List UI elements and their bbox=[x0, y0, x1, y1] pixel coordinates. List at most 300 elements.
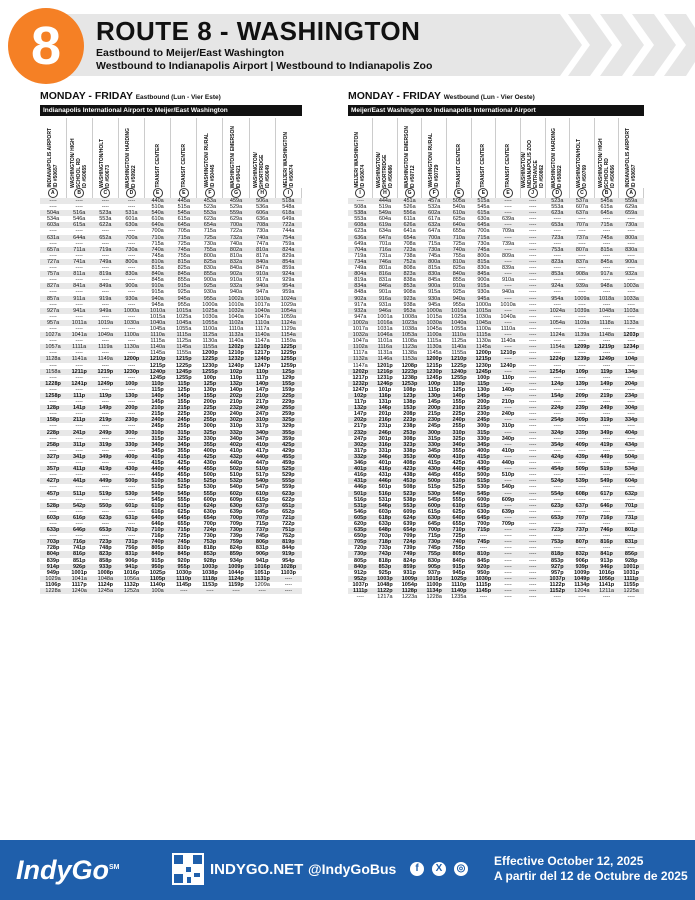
time-cell: ---- bbox=[520, 222, 545, 228]
time-cell: 739a bbox=[501, 240, 515, 247]
time-cell: 501p bbox=[348, 491, 373, 497]
stop-letter-marker: E bbox=[478, 188, 488, 198]
time-cell: ---- bbox=[529, 362, 537, 369]
time-cell: 652p bbox=[282, 508, 295, 515]
time-cell: 215p bbox=[427, 411, 441, 418]
time-cell: 1111p bbox=[619, 576, 644, 582]
time-cell: 410p bbox=[501, 447, 515, 454]
time-cell: 931p bbox=[403, 569, 416, 576]
time-cell: 819p bbox=[275, 539, 301, 545]
time-cell: ---- bbox=[101, 411, 110, 418]
time-cell: 139p bbox=[570, 381, 595, 387]
time-cell: ---- bbox=[520, 283, 545, 289]
time-cell: 211p bbox=[66, 417, 92, 423]
time-cell: 510p bbox=[229, 472, 243, 479]
time-cell: 709p bbox=[403, 533, 416, 540]
time-cell: 945a bbox=[471, 296, 496, 302]
time-cell: 630p bbox=[422, 515, 447, 521]
time-cell: 310p bbox=[249, 417, 275, 423]
time-cell: 550p bbox=[92, 503, 118, 509]
time-cell: 530p bbox=[477, 484, 490, 491]
time-cell: 1009p bbox=[397, 576, 422, 582]
time-cell: 910a bbox=[145, 283, 171, 289]
time-cell: 240p bbox=[501, 411, 515, 418]
time-cell: 745p bbox=[171, 539, 197, 545]
time-cell: 223p bbox=[397, 417, 422, 423]
time-cell: ---- bbox=[529, 350, 537, 357]
time-cell: 215p bbox=[171, 405, 197, 411]
time-cell: 655p bbox=[177, 520, 191, 527]
time-cell: 704a bbox=[348, 247, 373, 253]
time-cell: 1204a bbox=[570, 588, 595, 594]
time-cell: 504p bbox=[619, 454, 644, 460]
time-cell: ---- bbox=[602, 240, 611, 247]
time-cell: 425p bbox=[177, 460, 191, 467]
time-cell: 415p bbox=[471, 454, 496, 460]
time-cell: 701a bbox=[378, 240, 392, 247]
time-cell: 1210p bbox=[500, 350, 516, 357]
stop-letter-marker: D bbox=[126, 188, 136, 198]
time-cell: 110p bbox=[145, 381, 171, 387]
qr-code-icon[interactable] bbox=[172, 853, 204, 885]
time-cell: 840p bbox=[348, 564, 373, 570]
time-cell: ---- bbox=[627, 423, 635, 430]
time-cell: 703p bbox=[40, 539, 66, 545]
time-cell: 709p bbox=[501, 520, 515, 527]
time-cell: 755a bbox=[452, 252, 465, 259]
time-cell: 300p bbox=[118, 430, 144, 436]
time-cell: 932a bbox=[223, 283, 249, 289]
time-cell: 609p bbox=[229, 496, 243, 503]
time-cell: 1215p bbox=[171, 356, 197, 362]
time-cell: 915a bbox=[471, 283, 496, 289]
time-cell: 759p bbox=[223, 539, 249, 545]
time-cell: ---- bbox=[627, 520, 635, 527]
time-cell: 1111a bbox=[66, 344, 92, 350]
time-cell: 730a bbox=[422, 247, 447, 253]
time-cell: 128p bbox=[40, 405, 66, 411]
time-cell: ---- bbox=[101, 289, 110, 296]
time-cell: 659a bbox=[619, 210, 644, 216]
stop-header bbox=[594, 118, 619, 188]
time-cell: ---- bbox=[520, 551, 545, 557]
time-cell: 645a bbox=[471, 222, 496, 228]
time-cell: 1040a bbox=[447, 320, 472, 326]
time-cell: 810a bbox=[447, 259, 472, 265]
time-cell: 1038p bbox=[202, 569, 218, 576]
stop-letter-cell bbox=[373, 188, 398, 198]
time-cell: 1215p bbox=[426, 362, 442, 369]
time-cell: 538a bbox=[348, 210, 373, 216]
time-cell: 354p bbox=[545, 442, 570, 448]
time-cell: ---- bbox=[49, 240, 57, 247]
time-cell: 840p bbox=[145, 551, 171, 557]
time-cell: 1132a bbox=[223, 332, 249, 338]
time-cell: ---- bbox=[496, 405, 521, 411]
effective-date-en: Effective October 12, 2025 bbox=[494, 854, 644, 868]
time-cell: 639p bbox=[403, 520, 416, 527]
time-cell: ---- bbox=[602, 228, 611, 235]
time-cell: 430p bbox=[118, 466, 144, 472]
stop-letter-cell bbox=[145, 188, 171, 198]
time-cell: 130p bbox=[477, 386, 490, 393]
time-cell: ---- bbox=[553, 289, 561, 296]
time-cell: 959a bbox=[282, 289, 295, 296]
time-cell: ---- bbox=[602, 447, 611, 454]
time-cell: 632p bbox=[619, 491, 644, 497]
time-cell: ---- bbox=[578, 265, 586, 272]
time-cell: ---- bbox=[578, 520, 586, 527]
time-cell: ---- bbox=[197, 588, 223, 594]
time-cell: 730a bbox=[256, 228, 269, 235]
time-cell: 245p bbox=[171, 417, 197, 423]
time-cell: 553p bbox=[397, 503, 422, 509]
stop-letter-cell bbox=[197, 188, 223, 198]
time-cell: 1208p bbox=[401, 362, 418, 369]
time-cell: ---- bbox=[529, 557, 537, 564]
time-cell: 645p bbox=[471, 515, 496, 521]
time-cell: 400p bbox=[422, 454, 447, 460]
time-cell: ---- bbox=[127, 460, 136, 467]
time-cell: ---- bbox=[496, 247, 521, 253]
time-cell: 625p bbox=[177, 508, 191, 515]
time-cell: ---- bbox=[75, 338, 83, 345]
time-cell: 355p bbox=[452, 447, 466, 454]
time-cell: 100p bbox=[477, 374, 490, 381]
time-cell: ---- bbox=[529, 569, 537, 576]
instagram-icon[interactable]: ◎ bbox=[454, 862, 468, 876]
time-cell: 715p bbox=[255, 520, 269, 527]
time-cell: 950p bbox=[477, 569, 490, 576]
time-cell: 453p bbox=[397, 478, 422, 484]
time-cell: 228p bbox=[40, 430, 66, 436]
time-cell: 401p bbox=[378, 460, 392, 467]
time-cell: 155p bbox=[197, 393, 223, 399]
time-cell: 439p bbox=[570, 454, 595, 460]
time-cell: 347p bbox=[255, 435, 269, 442]
time-cell: ---- bbox=[520, 235, 545, 241]
time-cell: 1234p bbox=[619, 344, 644, 350]
time-cell: 245p bbox=[471, 417, 496, 423]
time-cell: ---- bbox=[627, 362, 635, 369]
time-cell: ---- bbox=[49, 496, 57, 503]
time-cell: 1030a bbox=[475, 313, 492, 320]
time-cell: ---- bbox=[101, 240, 110, 247]
time-cell: 455p bbox=[197, 466, 223, 472]
time-cell: ---- bbox=[75, 460, 83, 467]
time-cell: ---- bbox=[553, 240, 561, 247]
time-cell: 255p bbox=[275, 405, 301, 411]
time-cell: 141p bbox=[66, 405, 92, 411]
time-cell: 1203p bbox=[619, 332, 644, 338]
time-cell: ---- bbox=[520, 198, 545, 204]
time-cell: 649a bbox=[354, 240, 367, 247]
time-cell: 700p bbox=[223, 515, 249, 521]
time-cell: 340p bbox=[501, 435, 515, 442]
time-cell: ---- bbox=[553, 496, 561, 503]
time-cell: ---- bbox=[627, 240, 635, 247]
time-cell: 901a bbox=[378, 289, 392, 296]
time-cell: 655a bbox=[452, 228, 465, 235]
time-cell: ---- bbox=[627, 350, 635, 357]
time-cell: 810a bbox=[145, 259, 171, 265]
time-cell: 622p bbox=[282, 496, 295, 503]
time-cell: 724p bbox=[197, 527, 223, 533]
time-cell: 315p bbox=[427, 435, 441, 442]
time-cell: 249p bbox=[594, 405, 619, 411]
time-cell: 515p bbox=[471, 478, 496, 484]
stop-letter-cell bbox=[397, 188, 422, 198]
time-cell: 310p bbox=[501, 423, 515, 430]
stop-header bbox=[422, 118, 447, 188]
eastbound-route-bar: Indianapolis International Airport to Meijer/East Washington bbox=[40, 105, 302, 116]
time-cell: 249p bbox=[92, 430, 118, 436]
time-cell: ---- bbox=[520, 417, 545, 423]
time-cell: 545p bbox=[427, 496, 441, 503]
time-cell: ---- bbox=[223, 588, 249, 594]
time-cell: 715a bbox=[171, 235, 197, 241]
time-cell: 525p bbox=[275, 466, 301, 472]
time-cell: 1016p bbox=[249, 564, 275, 570]
time-cell: 1230p bbox=[202, 362, 218, 369]
time-cell: 145p bbox=[471, 393, 496, 399]
website-link[interactable]: INDYGO.NET bbox=[210, 861, 304, 878]
time-cell: 224p bbox=[545, 405, 570, 411]
time-cell: ---- bbox=[529, 545, 537, 552]
time-cell: 159p bbox=[282, 386, 295, 393]
time-cell: ---- bbox=[496, 198, 521, 204]
stop-letter-marker: D bbox=[552, 188, 562, 198]
time-cell: ---- bbox=[496, 381, 521, 387]
time-cell: 138p bbox=[403, 399, 416, 406]
time-cell: 1016p bbox=[123, 569, 140, 576]
time-cell: ---- bbox=[553, 533, 561, 540]
stop-name: WASHINGTON/ RURAL ID #50445 bbox=[203, 133, 216, 188]
time-cell: 623p bbox=[92, 515, 118, 521]
time-cell: ---- bbox=[75, 447, 83, 454]
time-cell: 801p bbox=[619, 527, 644, 533]
time-cell: ---- bbox=[529, 325, 537, 332]
time-cell: 1145p bbox=[471, 588, 496, 594]
x-icon[interactable]: X bbox=[432, 862, 446, 876]
time-cell: 1001p bbox=[71, 569, 88, 576]
time-cell: 818p bbox=[545, 551, 570, 557]
facebook-icon[interactable]: f bbox=[410, 862, 424, 876]
time-cell: ---- bbox=[529, 435, 537, 442]
time-cell: 1055a bbox=[197, 320, 223, 326]
time-cell: ---- bbox=[504, 533, 512, 540]
time-cell: 645p bbox=[255, 508, 269, 515]
time-cell: 1200p bbox=[202, 350, 218, 357]
time-cell: 916a bbox=[373, 296, 398, 302]
time-cell: 705a bbox=[177, 228, 190, 235]
time-cell: 330p bbox=[477, 435, 490, 442]
time-cell: 701p bbox=[619, 503, 644, 509]
time-cell: 913p bbox=[600, 557, 613, 564]
time-cell: 919p bbox=[275, 551, 301, 557]
time-cell: 417p bbox=[255, 447, 269, 454]
time-cell: ---- bbox=[101, 435, 110, 442]
time-cell: ---- bbox=[49, 435, 57, 442]
time-cell: 634a bbox=[378, 228, 392, 235]
time-cell: 545a bbox=[477, 204, 490, 211]
stop-letter-marker: F bbox=[429, 188, 439, 198]
time-cell: ---- bbox=[553, 520, 561, 527]
time-cell: 455p bbox=[452, 472, 466, 479]
time-cell: 853p bbox=[197, 551, 223, 557]
time-cell: 925a bbox=[452, 289, 465, 296]
time-cell: ---- bbox=[578, 508, 586, 515]
time-cell: 831a bbox=[378, 277, 392, 284]
time-cell: 810a bbox=[249, 247, 275, 253]
time-cell: 440p bbox=[229, 460, 243, 467]
time-cell: 919a bbox=[92, 296, 118, 302]
stop-header bbox=[197, 118, 223, 188]
time-cell: ---- bbox=[127, 289, 136, 296]
time-cell: 153p bbox=[397, 405, 422, 411]
time-cell: ---- bbox=[602, 594, 611, 601]
time-cell: 240p bbox=[229, 411, 243, 418]
time-cell: ---- bbox=[529, 423, 537, 430]
time-cell: ---- bbox=[496, 478, 521, 484]
time-cell: 125p bbox=[452, 386, 466, 393]
time-cell: ---- bbox=[553, 484, 561, 491]
time-cell: ---- bbox=[627, 594, 635, 601]
time-cell: 300p bbox=[422, 430, 447, 436]
time-cell: 906p bbox=[575, 557, 589, 564]
time-cell: 915a bbox=[151, 289, 164, 296]
time-cell: ---- bbox=[529, 313, 537, 320]
stop-header bbox=[348, 118, 373, 188]
time-cell: 853a bbox=[545, 271, 570, 277]
time-cell: ---- bbox=[75, 277, 83, 284]
time-cell: 1154a bbox=[275, 332, 301, 338]
time-cell: 715p bbox=[471, 527, 496, 533]
time-cell: 1002a bbox=[223, 296, 249, 302]
time-cell: 639a bbox=[501, 216, 515, 223]
time-cell: 1124a bbox=[275, 320, 301, 326]
time-cell: 635p bbox=[348, 527, 373, 533]
time-cell: 258p bbox=[40, 442, 66, 448]
time-cell: 1201p bbox=[377, 362, 393, 369]
time-cell: 1118p bbox=[197, 576, 223, 582]
time-cell: 723a bbox=[545, 235, 570, 241]
time-cell: 546p bbox=[373, 503, 398, 509]
time-cell: 345p bbox=[471, 442, 496, 448]
time-cell: 615a bbox=[471, 210, 496, 216]
time-cell: 604p bbox=[619, 478, 644, 484]
time-cell: 1025p bbox=[149, 569, 166, 576]
time-cell: 430p bbox=[477, 460, 490, 467]
time-cell: 847a bbox=[256, 265, 269, 272]
time-cell: 1217p bbox=[254, 350, 270, 357]
time-cell: 610p bbox=[447, 503, 472, 509]
time-cell: 730p bbox=[348, 551, 373, 557]
time-cell: 234p bbox=[619, 393, 644, 399]
time-cell: 1045a bbox=[471, 320, 496, 326]
time-cell: ---- bbox=[578, 362, 586, 369]
time-cell: 848a bbox=[354, 289, 367, 296]
time-cell: 500p bbox=[203, 472, 217, 479]
time-cell: ---- bbox=[578, 313, 586, 320]
time-cell: 818p bbox=[203, 545, 217, 552]
time-cell: 1110a bbox=[447, 332, 472, 338]
time-cell: 1131a bbox=[377, 350, 393, 357]
time-cell: ---- bbox=[529, 240, 537, 247]
time-cell: 745a bbox=[171, 247, 197, 253]
time-cell: 620p bbox=[354, 520, 367, 527]
time-cell: 1210p bbox=[249, 344, 275, 350]
time-cell: 532p bbox=[223, 478, 249, 484]
time-cell: 957p bbox=[551, 569, 564, 576]
time-cell: 1124a bbox=[545, 332, 570, 338]
time-cell: 947a bbox=[256, 289, 269, 296]
time-cell: 1140p bbox=[447, 588, 472, 594]
time-cell: 707a bbox=[570, 222, 595, 228]
time-cell: ---- bbox=[529, 399, 537, 406]
time-cell: ---- bbox=[49, 447, 57, 454]
time-cell: 1009p bbox=[223, 564, 249, 570]
stop-header bbox=[447, 118, 472, 188]
time-cell: 831p bbox=[619, 539, 644, 545]
time-cell: 740p bbox=[447, 539, 472, 545]
time-cell: ---- bbox=[553, 216, 561, 223]
time-cell: 800a bbox=[422, 259, 447, 265]
time-cell: 516a bbox=[66, 210, 92, 216]
time-cell: 745a bbox=[594, 235, 619, 241]
time-cell: 109p bbox=[570, 369, 595, 375]
time-cell: 749p bbox=[397, 551, 422, 557]
time-cell: 940a bbox=[447, 296, 472, 302]
eastbound-timetable bbox=[40, 118, 302, 594]
time-cell: 553a bbox=[197, 210, 223, 216]
time-cell: 925a bbox=[177, 289, 190, 296]
time-cell: ---- bbox=[275, 576, 301, 582]
time-cell: 747a bbox=[256, 240, 269, 247]
time-cell: 1108a bbox=[402, 338, 417, 345]
time-cell: ---- bbox=[529, 216, 537, 223]
time-cell: 247p bbox=[255, 411, 269, 418]
time-cell: ---- bbox=[101, 472, 110, 479]
time-cell: ---- bbox=[578, 435, 586, 442]
social-handle[interactable]: @IndyGoBus bbox=[308, 861, 397, 877]
time-cell: ---- bbox=[602, 252, 611, 259]
time-cell: 940a bbox=[145, 296, 171, 302]
time-cell: 540p bbox=[145, 491, 171, 497]
time-cell: 1117p bbox=[71, 581, 87, 588]
time-cell: 459a bbox=[223, 198, 249, 204]
time-cell: 1254p bbox=[545, 369, 570, 375]
time-cell: 1245a bbox=[92, 588, 118, 594]
time-cell: 1118a bbox=[594, 320, 619, 326]
time-cell: 445p bbox=[471, 466, 496, 472]
time-cell: ---- bbox=[101, 228, 110, 235]
time-cell: 409p bbox=[570, 442, 595, 448]
time-cell: ---- bbox=[127, 533, 136, 540]
time-cell: 637p bbox=[570, 503, 595, 509]
time-cell: 938a bbox=[403, 301, 416, 308]
time-cell: 1225p bbox=[197, 356, 223, 362]
time-cell: 353p bbox=[397, 454, 422, 460]
time-cell: 740a bbox=[229, 240, 243, 247]
time-cell: 715a bbox=[594, 222, 619, 228]
time-cell: ---- bbox=[627, 374, 635, 381]
time-cell: 424p bbox=[545, 454, 570, 460]
time-cell: ---- bbox=[553, 374, 561, 381]
time-cell: 915p bbox=[447, 564, 472, 570]
time-cell: 1117a bbox=[353, 350, 368, 357]
stop-header bbox=[397, 118, 422, 188]
